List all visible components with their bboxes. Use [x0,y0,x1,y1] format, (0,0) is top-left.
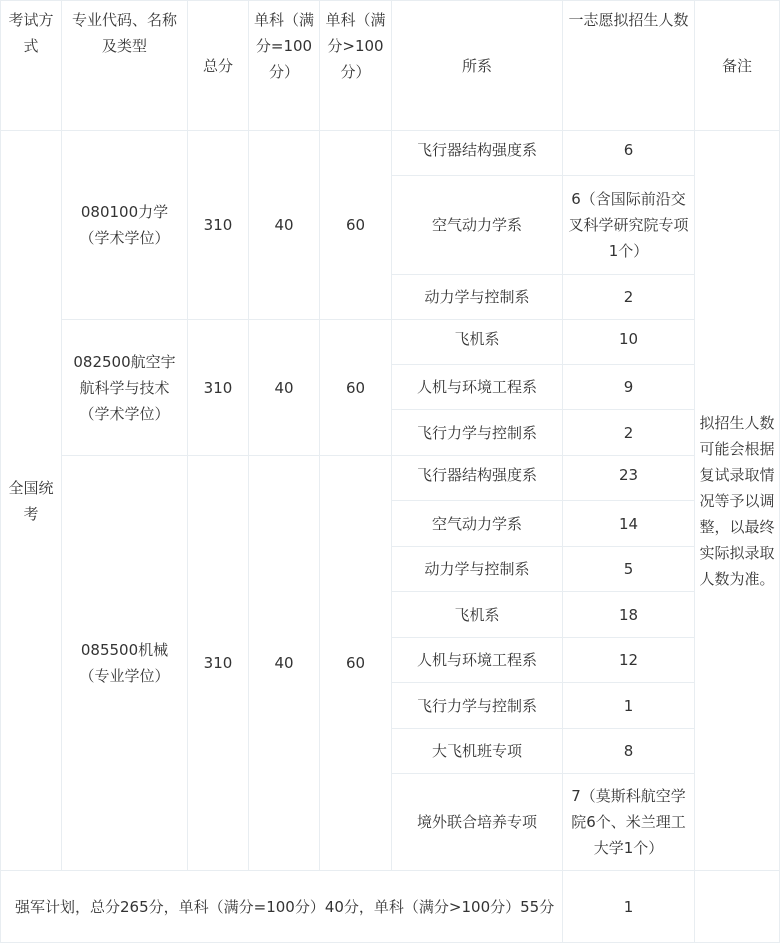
quota-cell: 12 [563,638,695,683]
department-cell: 飞行器结构强度系 [392,131,563,176]
quota-cell: 8 [563,729,695,774]
department-cell: 人机与环境工程系 [392,365,563,410]
department-cell: 空气动力学系 [392,176,563,275]
single-gt100-cell: 60 [320,456,392,871]
quota-cell: 10 [563,320,695,365]
department-cell: 人机与环境工程系 [392,638,563,683]
exam-mode-cell: 全国统考 [1,131,62,871]
header-single-100: 单科（满分=100分） [249,1,320,131]
major-type: （学术学位） [79,229,170,247]
quota-cell: 2 [563,410,695,456]
total-score-cell: 310 [188,320,249,456]
department-cell: 空气动力学系 [392,501,563,547]
department-cell: 飞行力学与控制系 [392,410,563,456]
header-row [1,1,780,131]
table-row [1,320,780,365]
quota-cell: 7（莫斯科航空学院6个、米兰理工大学1个） [563,774,695,871]
table-row [1,456,780,501]
single-gt100-cell: 60 [320,131,392,320]
quota-cell: 6 [563,131,695,176]
department-cell: 大飞机班专项 [392,729,563,774]
header-quota: 一志愿拟招生人数 [563,1,695,131]
header-total-score: 总分 [188,1,249,131]
single-100-cell: 40 [249,456,320,871]
major-cell [62,131,188,320]
department-cell: 境外联合培养专项 [392,774,563,871]
plan-row [1,871,780,943]
header-single-gt100: 单科（满分>100分） [320,1,392,131]
department-cell: 动力学与控制系 [392,547,563,592]
single-100-cell: 40 [249,131,320,320]
header-exam-mode: 考试方式 [1,1,62,131]
plan-text-cell: 强军计划，总分265分，单科（满分=100分）40分，单科（满分>100分）55分 [1,871,563,943]
major-type: （学术学位） [79,404,170,423]
major-name: 082500航空宇航科学与技术 [73,352,176,397]
department-cell: 飞机系 [392,320,563,365]
department-cell: 飞行器结构强度系 [392,456,563,501]
remark-cell: 拟招生人数可能会根据复试录取情况等予以调整，以最终实际拟录取人数为准。 [695,131,780,871]
single-gt100-cell: 60 [320,320,392,456]
header-department: 所系 [392,1,563,131]
major-cell [62,456,188,871]
major-type: （专业学位） [79,667,170,685]
header-major-code: 专业代码、名称及类型 [62,1,188,131]
total-score-cell: 310 [188,456,249,871]
header-remark: 备注 [695,1,780,131]
quota-cell: 6（含国际前沿交叉科学研究院专项1个） [563,176,695,275]
quota-cell: 18 [563,592,695,638]
department-cell: 飞机系 [392,592,563,638]
single-100-cell: 40 [249,320,320,456]
major-name: 080100力学 [80,203,169,221]
department-cell: 飞行力学与控制系 [392,683,563,729]
department-cell: 动力学与控制系 [392,275,563,320]
quota-cell: 1 [563,683,695,729]
plan-quota-cell: 1 [563,871,695,943]
quota-cell: 5 [563,547,695,592]
table-row [1,131,780,176]
total-score-cell: 310 [188,131,249,320]
quota-cell: 9 [563,365,695,410]
quota-cell: 14 [563,501,695,547]
major-name: 085500机械 [80,641,169,659]
plan-remark-cell [695,871,780,943]
quota-cell: 23 [563,456,695,501]
quota-cell: 2 [563,275,695,320]
major-cell [62,320,188,456]
